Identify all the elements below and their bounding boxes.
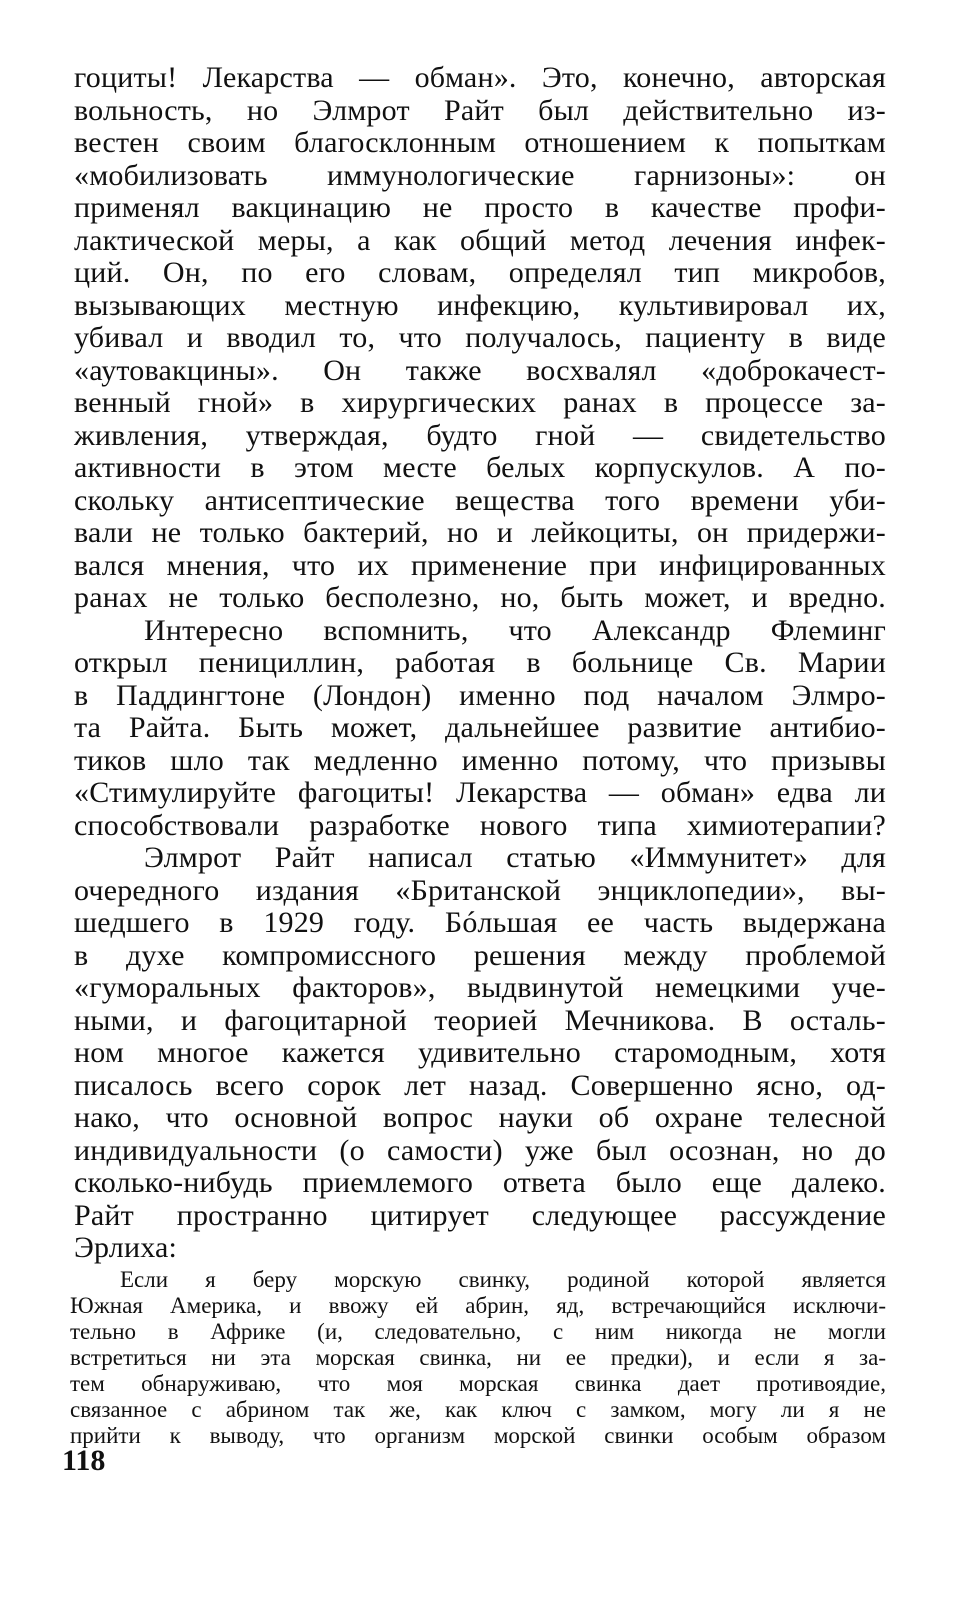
text-line: вызывающих местную инфекцию, культивировал их, xyxy=(74,288,886,322)
text-line: в духе компромиссного решения между проблемой xyxy=(74,938,886,972)
quote-line: тем обнаруживаю, что моя морская свинка дает противоядие, xyxy=(70,1371,886,1396)
text-line: лактической меры, а как общий метод лечения инфек- xyxy=(74,223,886,257)
text-line: «аутовакцины». Он также восхвалял «доброкачест- xyxy=(74,353,886,387)
quote-line: встретиться ни эта морская свинка, ни ее предки), и если я за- xyxy=(70,1345,886,1370)
paragraph-start-line: Элмрот Райт написал статью «Иммунитет» для xyxy=(144,841,886,874)
text-line: ном многое кажется удивительно старомодным, хотя xyxy=(74,1036,886,1069)
text-line: вали не только бактерий, но и лейкоциты, он придержи- xyxy=(74,516,886,549)
text-line: применял вакцинацию не просто в качестве профи- xyxy=(74,191,886,224)
text-line: писалось всего сорок лет назад. Совершенно ясно, од- xyxy=(74,1068,886,1102)
text-line: вался мнения, что их применение при инфицированных xyxy=(74,548,886,582)
text-line: ранах не только бесполезно, но, быть может, и вредно. xyxy=(74,581,886,614)
text-line: ными, и фагоцитарной теорией Мечникова. В осталь- xyxy=(74,1003,886,1037)
text-line: шедшего в 1929 году. Бóльшая ее часть выдержана xyxy=(74,906,886,939)
text-line: гоциты! Лекарства — обман». Это, конечно, авторская xyxy=(74,61,886,94)
quote-line: прийти к выводу, что организм морской свинки особым образом xyxy=(70,1423,886,1448)
main-text xyxy=(74,62,886,1265)
page-number: 118 xyxy=(62,1444,106,1477)
quote-line: тельно в Африке (и, следовательно, с ним никогда не могли xyxy=(70,1319,886,1344)
quote-line: связанное с абрином так же, как ключ с замком, могу ли я не xyxy=(70,1397,886,1422)
block-quote xyxy=(70,1267,886,1449)
text-line: вестен своим благосклонным отношением к попыткам xyxy=(74,126,886,159)
text-line: ций. Он, по его словам, определял тип микробов, xyxy=(74,256,886,289)
text-line: нако, что основной вопрос науки об охране телесной xyxy=(74,1101,886,1134)
quote-line: Если я беру морскую свинку, родиной которой является xyxy=(120,1267,886,1292)
text-line: «Стимулируйте фагоциты! Лекарства — обман» едва ли xyxy=(74,776,886,809)
text-line: «мобилизовать иммунологические гарнизоны»: он xyxy=(74,158,886,192)
text-line: вольность, но Элмрот Райт был действительно из- xyxy=(74,93,886,127)
text-line: убивал и вводил то, что получалось, пациенту в виде xyxy=(74,321,886,354)
text-line: активности в этом месте белых корпускулов. А по- xyxy=(74,451,886,484)
text-line: очередного издания «Британской энциклопедии», вы- xyxy=(74,873,886,907)
text-line: венный гной» в хирургических ранах в процессе за- xyxy=(74,386,886,419)
text-line: сколько-нибудь приемлемого ответа было еще далеко. xyxy=(74,1166,886,1199)
text-line: тиков шло так медленно именно потому, что призывы xyxy=(74,743,886,777)
text-line: «гуморальных факторов», выдвинутой немецкими уче- xyxy=(74,971,886,1004)
text-line: Эрлиха: xyxy=(74,1231,178,1264)
text-line: в Паддингтоне (Лондон) именно под началом Элмро- xyxy=(74,678,886,712)
text-line: та Райта. Быть может, дальнейшее развитие антибио- xyxy=(74,711,886,744)
text-line: индивидуальности (о самости) уже был осознан, но до xyxy=(74,1133,886,1167)
text-line: открыл пенициллин, работая в больнице Св. Марии xyxy=(74,646,886,679)
quote-line: Южная Америка, и ввожу ей абрин, яд, встречающийся исключи- xyxy=(70,1293,886,1318)
paragraph-start-line: Интересно вспомнить, что Александр Флеминг xyxy=(144,613,886,647)
text-line: способствовали разработке нового типа химиотерапии? xyxy=(74,808,886,842)
text-line: Райт пространно цитирует следующее рассуждение xyxy=(74,1198,886,1232)
text-line: скольку антисептические вещества того времени уби- xyxy=(74,483,886,517)
text-line: живления, утверждая, будто гной — свидетельство xyxy=(74,418,886,452)
